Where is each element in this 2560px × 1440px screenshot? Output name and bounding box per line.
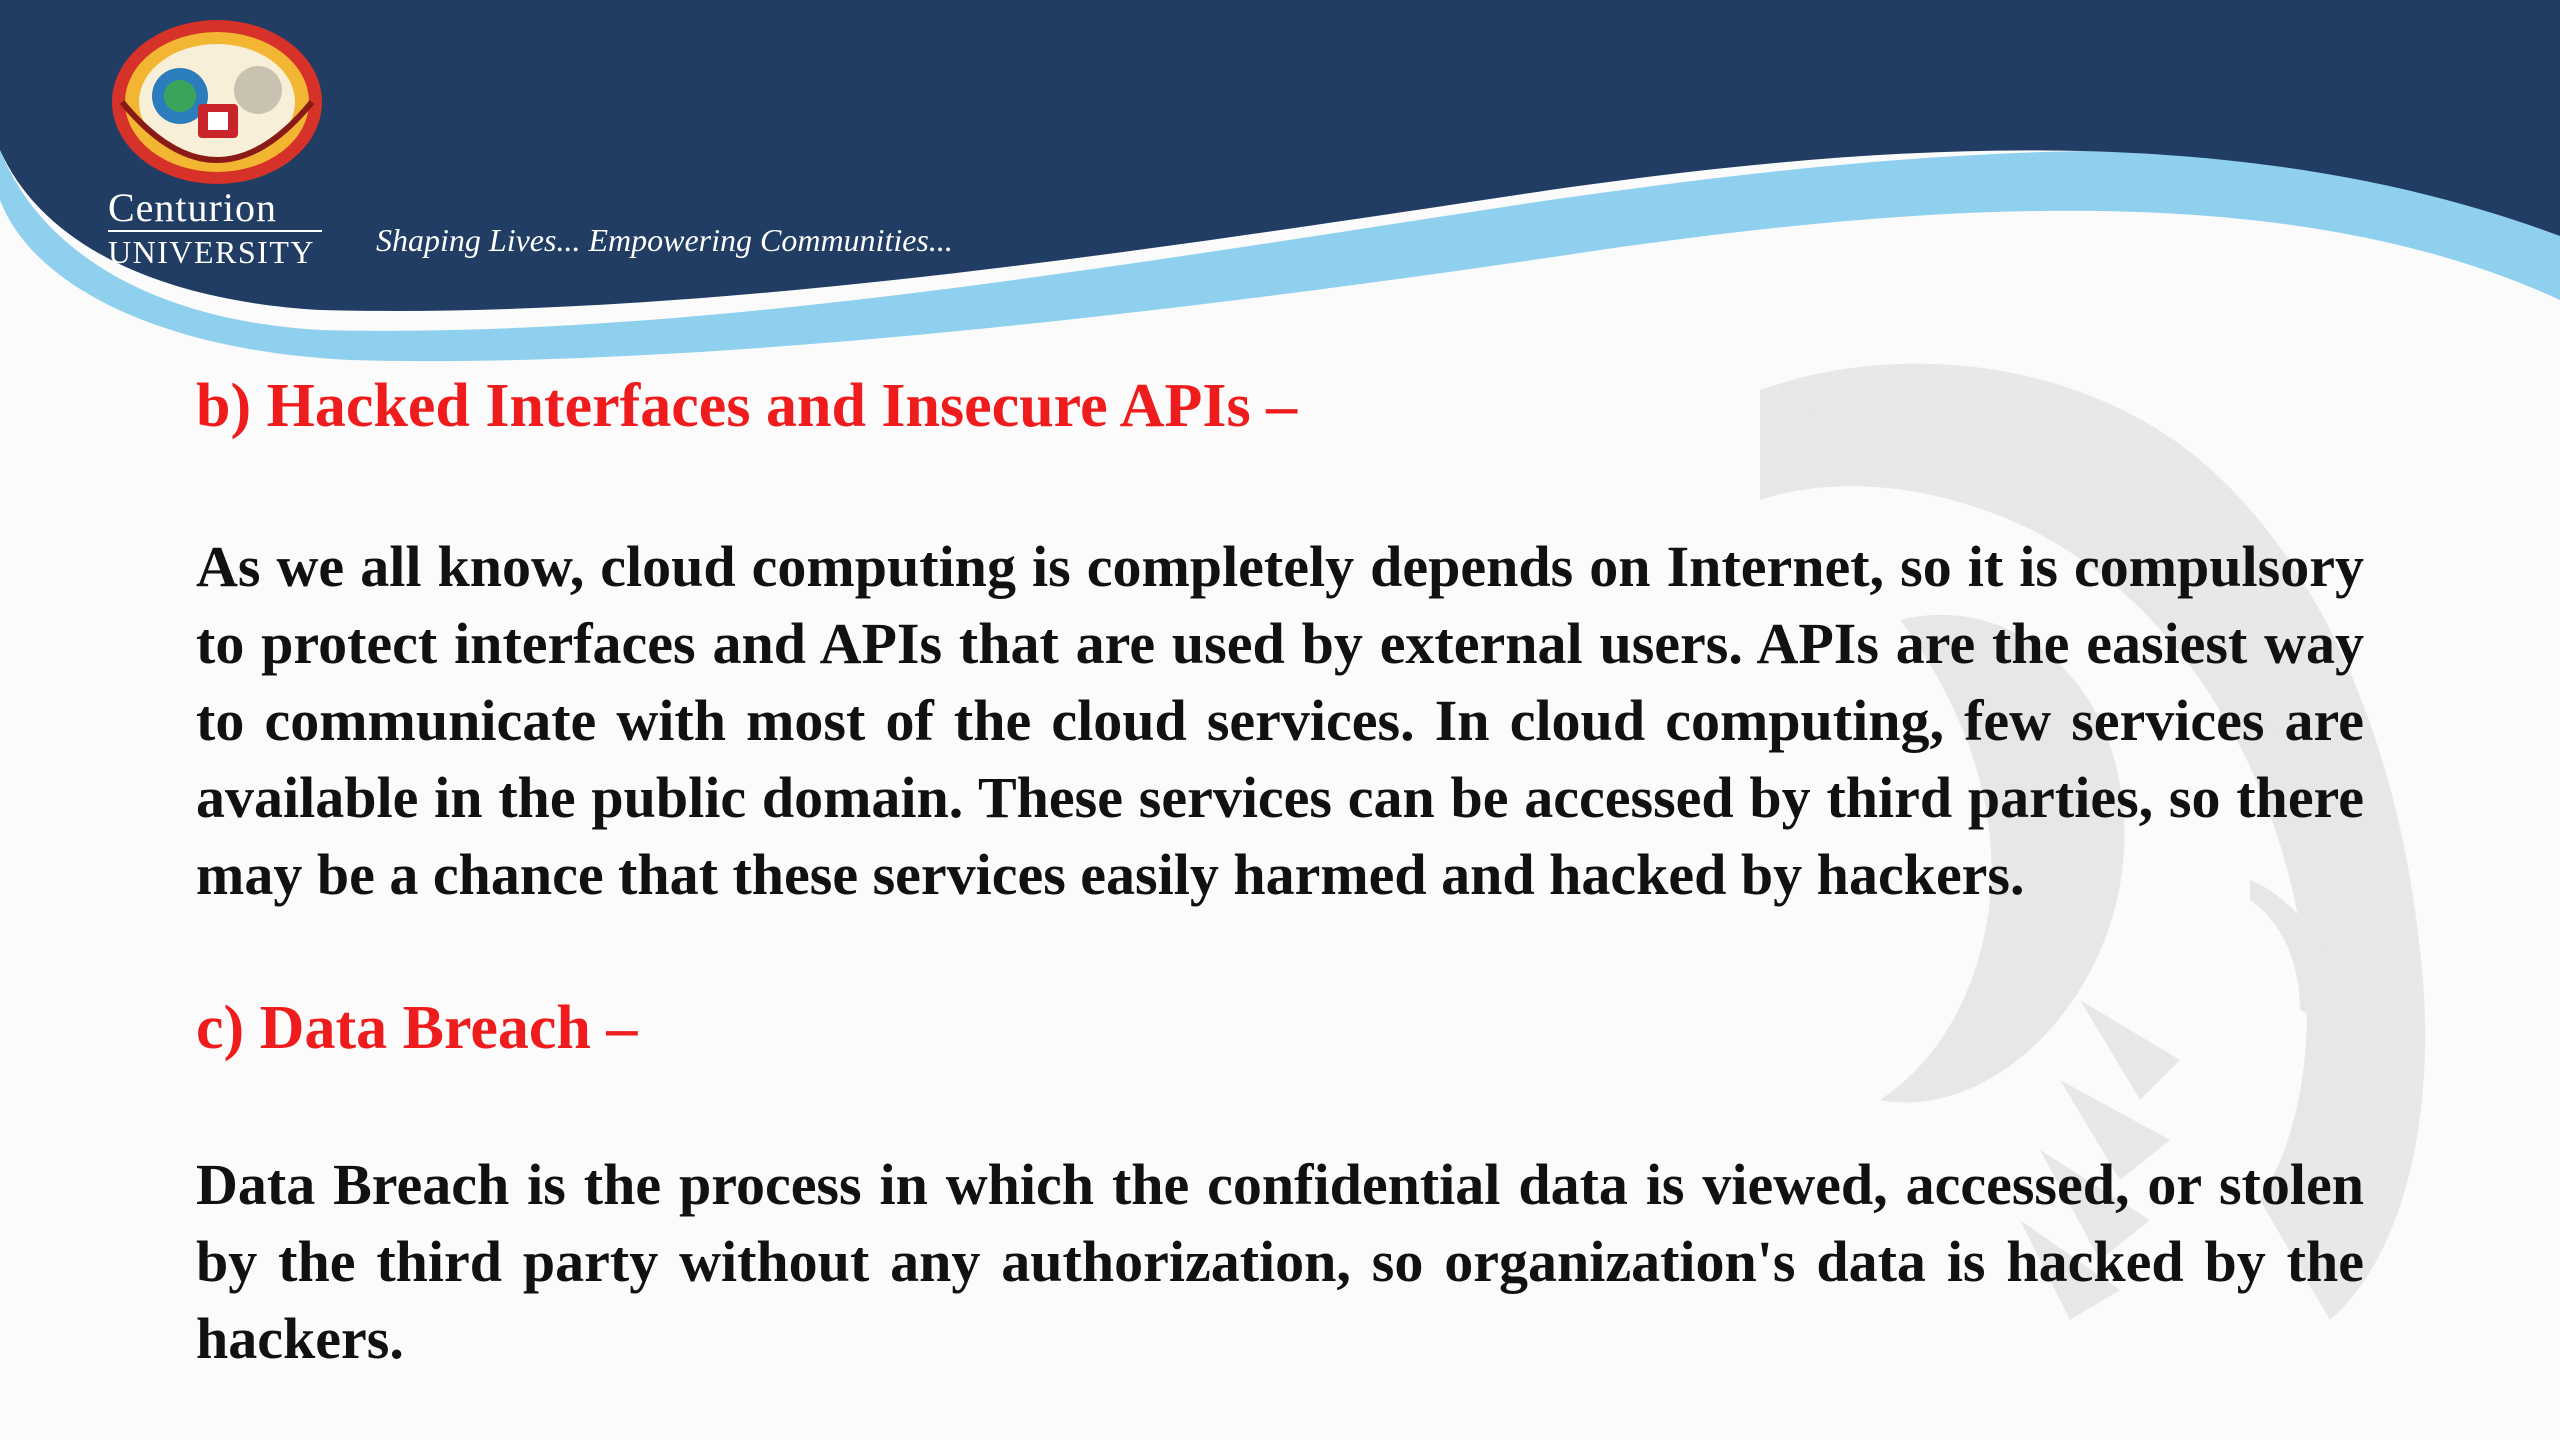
university-name-line2: UNIVERSITY [108,234,315,270]
section-heading-insecure-apis: b) Hacked Interfaces and Insecure APIs – [196,372,1298,440]
section-body-insecure-apis: As we all know, cloud computing is completely depends on Internet, so it is compulsory to protect interfaces and APIs that are used by external users. APIs are the easiest way to communicate with most of the cloud services. In cloud computing, few services are available in the public domain. These services can be accessed by third parties, so there may be a chance that these services easily harmed and hacked by hackers. [196,534,2364,907]
university-tagline: Shaping Lives... Empowering Communities... [376,222,953,258]
university-name-line1: Centurion [108,188,322,232]
section-body-data-breach: Data Breach is the process in which the confidential data is viewed, accessed, or stolen by the third party without any authorization, so organization's data is hacked by the hackers. [196,1152,2364,1371]
university-emblem-icon [110,18,324,186]
section-heading-data-breach: c) Data Breach – [196,994,638,1062]
university-name [108,185,322,270]
